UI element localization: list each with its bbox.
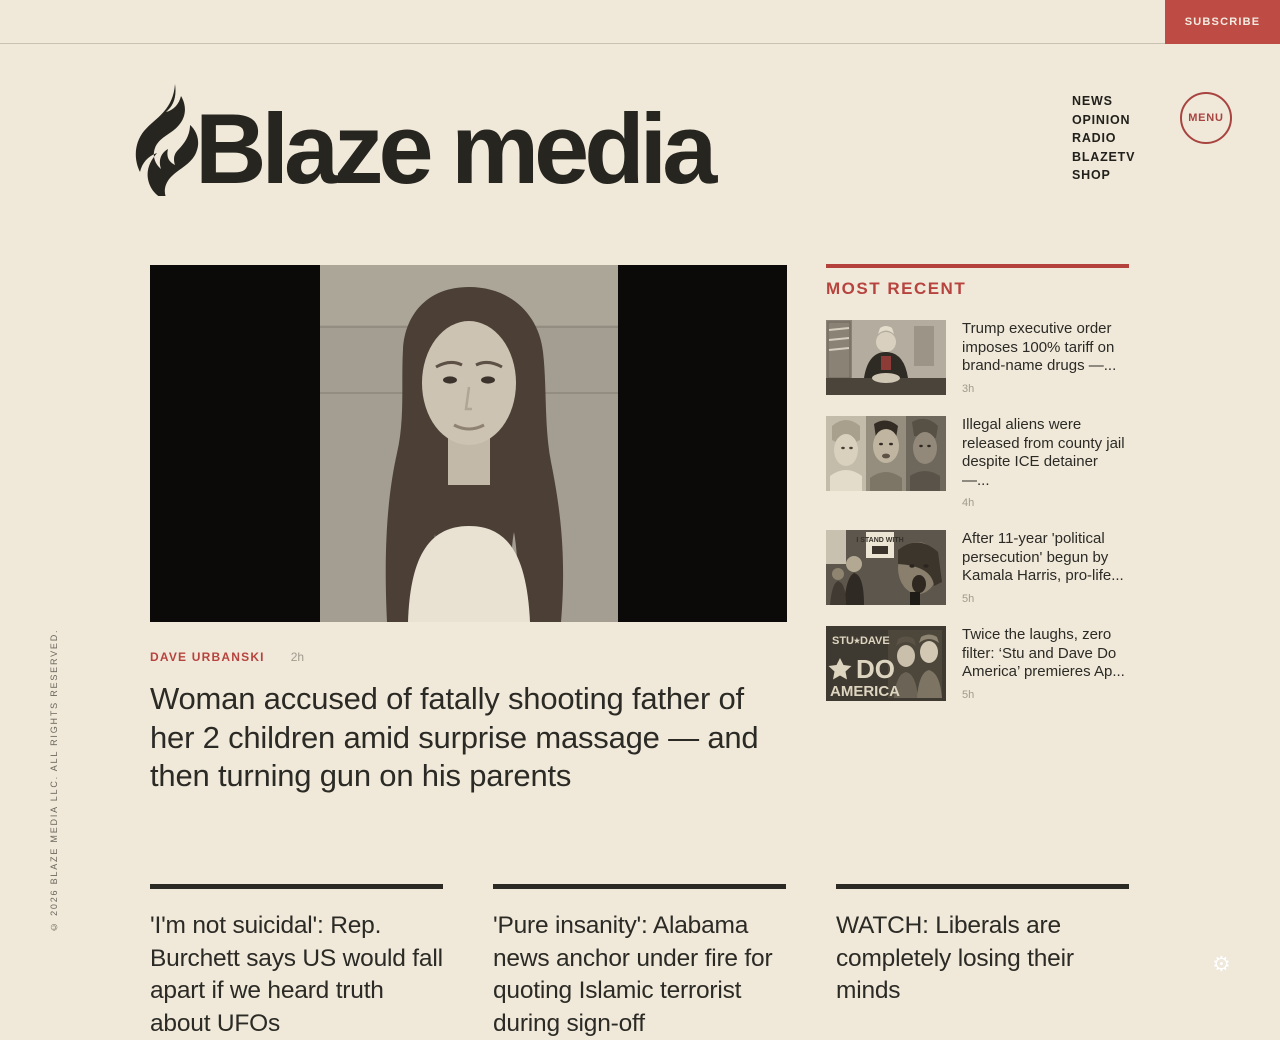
recent-headline[interactable]: Twice the laughs, zero filter: ‘Stu and Dave Do America’ premieres Ap... bbox=[962, 626, 1125, 680]
nav-item-shop[interactable]: SHOP bbox=[1072, 168, 1111, 182]
lead-article bbox=[150, 265, 787, 796]
recent-item-ice-detainer[interactable] bbox=[826, 416, 1129, 509]
recent-headline[interactable]: Trump executive order imposes 100% tariff on brand-name drugs —... bbox=[962, 320, 1117, 374]
top-bar bbox=[0, 0, 1280, 44]
secondary-article-watch[interactable] bbox=[836, 884, 1129, 1040]
stu-dave-title-line1: STU⭑DAVE bbox=[832, 635, 890, 647]
recent-item-trump-tariff[interactable] bbox=[826, 320, 1129, 395]
article-rule bbox=[836, 884, 1129, 889]
stu-dave-title-line3: AMERICA bbox=[830, 683, 900, 700]
thumbnail-stu-dave-do-america bbox=[826, 626, 946, 701]
recent-headline[interactable]: After 11-year 'political persecution' begun by Kamala Harris, pro-life... bbox=[962, 530, 1124, 584]
brand-logo[interactable] bbox=[131, 78, 713, 204]
primary-nav bbox=[1072, 92, 1135, 185]
most-recent-rule bbox=[826, 264, 1129, 268]
recent-timestamp: 4h bbox=[962, 497, 975, 509]
most-recent-section bbox=[826, 264, 1129, 701]
menu-button[interactable]: MENU bbox=[1180, 92, 1232, 144]
author-link[interactable]: DAVE URBANSKI bbox=[150, 650, 265, 664]
article-rule bbox=[493, 884, 786, 889]
lead-article-byline bbox=[150, 650, 787, 664]
brand-wordmark: Blaze media bbox=[195, 92, 713, 204]
mugshot-photo bbox=[320, 265, 618, 622]
secondary-article-headline[interactable]: 'I'm not suicidal': Rep. Burchett says US would fall apart if we heard truth about UFOs bbox=[150, 912, 443, 1037]
nav-item-blazetv[interactable]: BLAZETV bbox=[1072, 149, 1136, 164]
secondary-article-headline[interactable]: WATCH: Liberals are completely losing their minds bbox=[836, 912, 1074, 1004]
thumbnail-three-faces bbox=[826, 416, 946, 491]
secondary-article-headline[interactable]: 'Pure insanity': Alabama news anchor under fire for quoting Islamic terrorist during sign-off bbox=[493, 912, 773, 1037]
recent-item-political-persecution[interactable] bbox=[826, 530, 1129, 605]
recent-timestamp: 5h bbox=[962, 688, 975, 701]
lead-article-image[interactable] bbox=[150, 265, 787, 622]
most-recent-title: MOST RECENT bbox=[826, 279, 967, 298]
secondary-article-anchor[interactable] bbox=[493, 884, 786, 1040]
secondary-article-ufos[interactable] bbox=[150, 884, 443, 1040]
protest-sign-text: I STAND WITH bbox=[856, 537, 904, 544]
recent-headline[interactable]: Illegal aliens were released from county jail despite ICE detainer —... bbox=[962, 416, 1125, 489]
recent-timestamp: 5h bbox=[962, 592, 975, 605]
secondary-articles-row bbox=[150, 884, 1129, 1040]
nav-item-opinion[interactable]: OPINION bbox=[1072, 112, 1131, 127]
thumbnail-protest-crowd bbox=[826, 530, 946, 605]
article-rule bbox=[150, 884, 443, 889]
recent-timestamp: 3h bbox=[962, 382, 975, 395]
nav-item-news[interactable]: NEWS bbox=[1072, 94, 1113, 108]
lead-article-headline[interactable]: Woman accused of fatally shooting father of her 2 children amid surprise massage — and then turning gun on his parents bbox=[150, 681, 759, 793]
lead-article-timestamp: 2h bbox=[290, 650, 305, 664]
stu-dave-title-line2: DO bbox=[856, 654, 895, 684]
settings-gear-icon[interactable]: ⚙ bbox=[1212, 953, 1231, 976]
subscribe-button[interactable]: SUBSCRIBE bbox=[1165, 0, 1280, 44]
thumbnail-trump-oval-office bbox=[826, 320, 946, 395]
copyright-notice: © 2026 BLAZE MEDIA LLC. ALL RIGHTS RESERVED. bbox=[49, 628, 59, 932]
recent-item-stu-dave[interactable] bbox=[826, 626, 1129, 701]
nav-item-radio[interactable]: RADIO bbox=[1072, 131, 1117, 145]
